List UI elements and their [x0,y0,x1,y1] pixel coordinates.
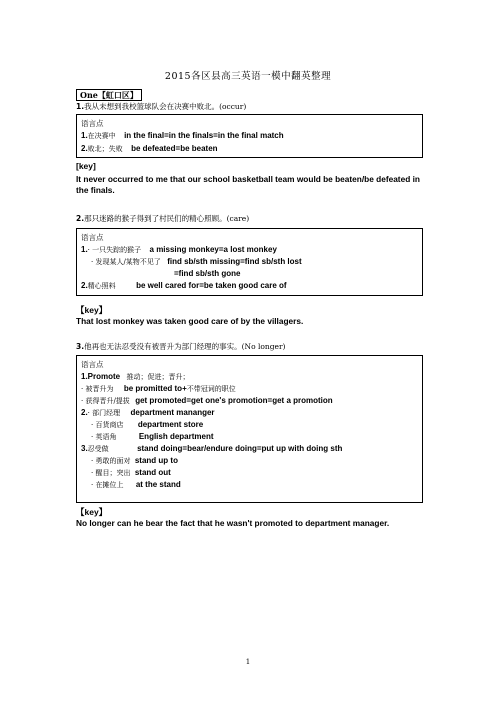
section-tag: One【虹口区】 [76,89,142,101]
page-title: 2015各区县高三英语一模中翻英整理 [164,71,332,82]
question-prompt: 我从未想到我校篮球队会在决赛中败北。(occur) [84,102,247,111]
key-label: [key] [76,161,96,171]
question-prompt: 他再也无法忍受没有被晋升为部门经理的事实。(No longer) [84,342,286,351]
notes-box-1 [76,114,423,158]
note-line: 2.败北；失败 be defeated=be beaten [81,144,218,153]
note-line: · 发现某人/某物不见了 find sb/sth missing=find sb/sth lost [91,257,302,266]
note-line: 2.· 部门经理 department mananger [81,408,215,417]
note-line: 1.· 一只失踪的猴子 a missing monkey=a lost monkey [81,245,277,254]
box-title: 语言点 [81,233,104,242]
page-number: 1 [245,658,251,666]
question-number: 3. [76,342,85,351]
box-title: 语言点 [81,119,104,128]
key-label: 【key】 [76,305,108,315]
note-line: · 醒目；突出 stand out [91,468,171,477]
note-line: · 获得晋升/提拔 get promoted=get one's promotion=get a promotion [81,396,333,405]
note-line: 1.Promote 推动；促进；晋升； [81,372,190,381]
note-line: 2.精心照料 be well cared for=be taken good care of [81,281,287,290]
note-line: 3.忍受做 stand doing=bear/endure doing=put up with doing sth [81,444,343,453]
answer-text: No longer can he bear the fact that he wasn't promoted to department manager. [76,518,390,528]
answer-text: It never occurred to me that our school basketball team would be beaten/be defeated in the finals. [76,174,420,195]
question-number: 2. [76,214,85,223]
question-number: 1. [76,102,85,111]
note-line: · 勇敢的面对 stand up to [91,456,178,465]
question-2 [76,213,249,224]
note-line: 1.在决赛中 in the final=in the finals=in the final match [81,131,284,140]
note-line: · 被晋升为 be promitted to+不带冠词的职位 [81,384,236,393]
notes-box-2 [76,228,423,296]
note-line: =find sb/sth gone [174,269,241,278]
answer-text: That lost monkey was taken good care of by the villagers. [76,316,304,326]
notes-box-3 [76,355,423,503]
key-label: 【key】 [76,507,108,517]
question-prompt: 那只迷路的猴子得到了村民们的精心照顾。(care) [84,214,250,223]
note-line: · 在摊位上 at the stand [91,480,181,489]
note-line: · 英语角 English department [91,432,214,441]
box-title: 语言点 [81,360,104,369]
question-3 [76,341,285,352]
question-1 [76,101,246,112]
note-line: · 百货商店 department store [91,420,204,429]
